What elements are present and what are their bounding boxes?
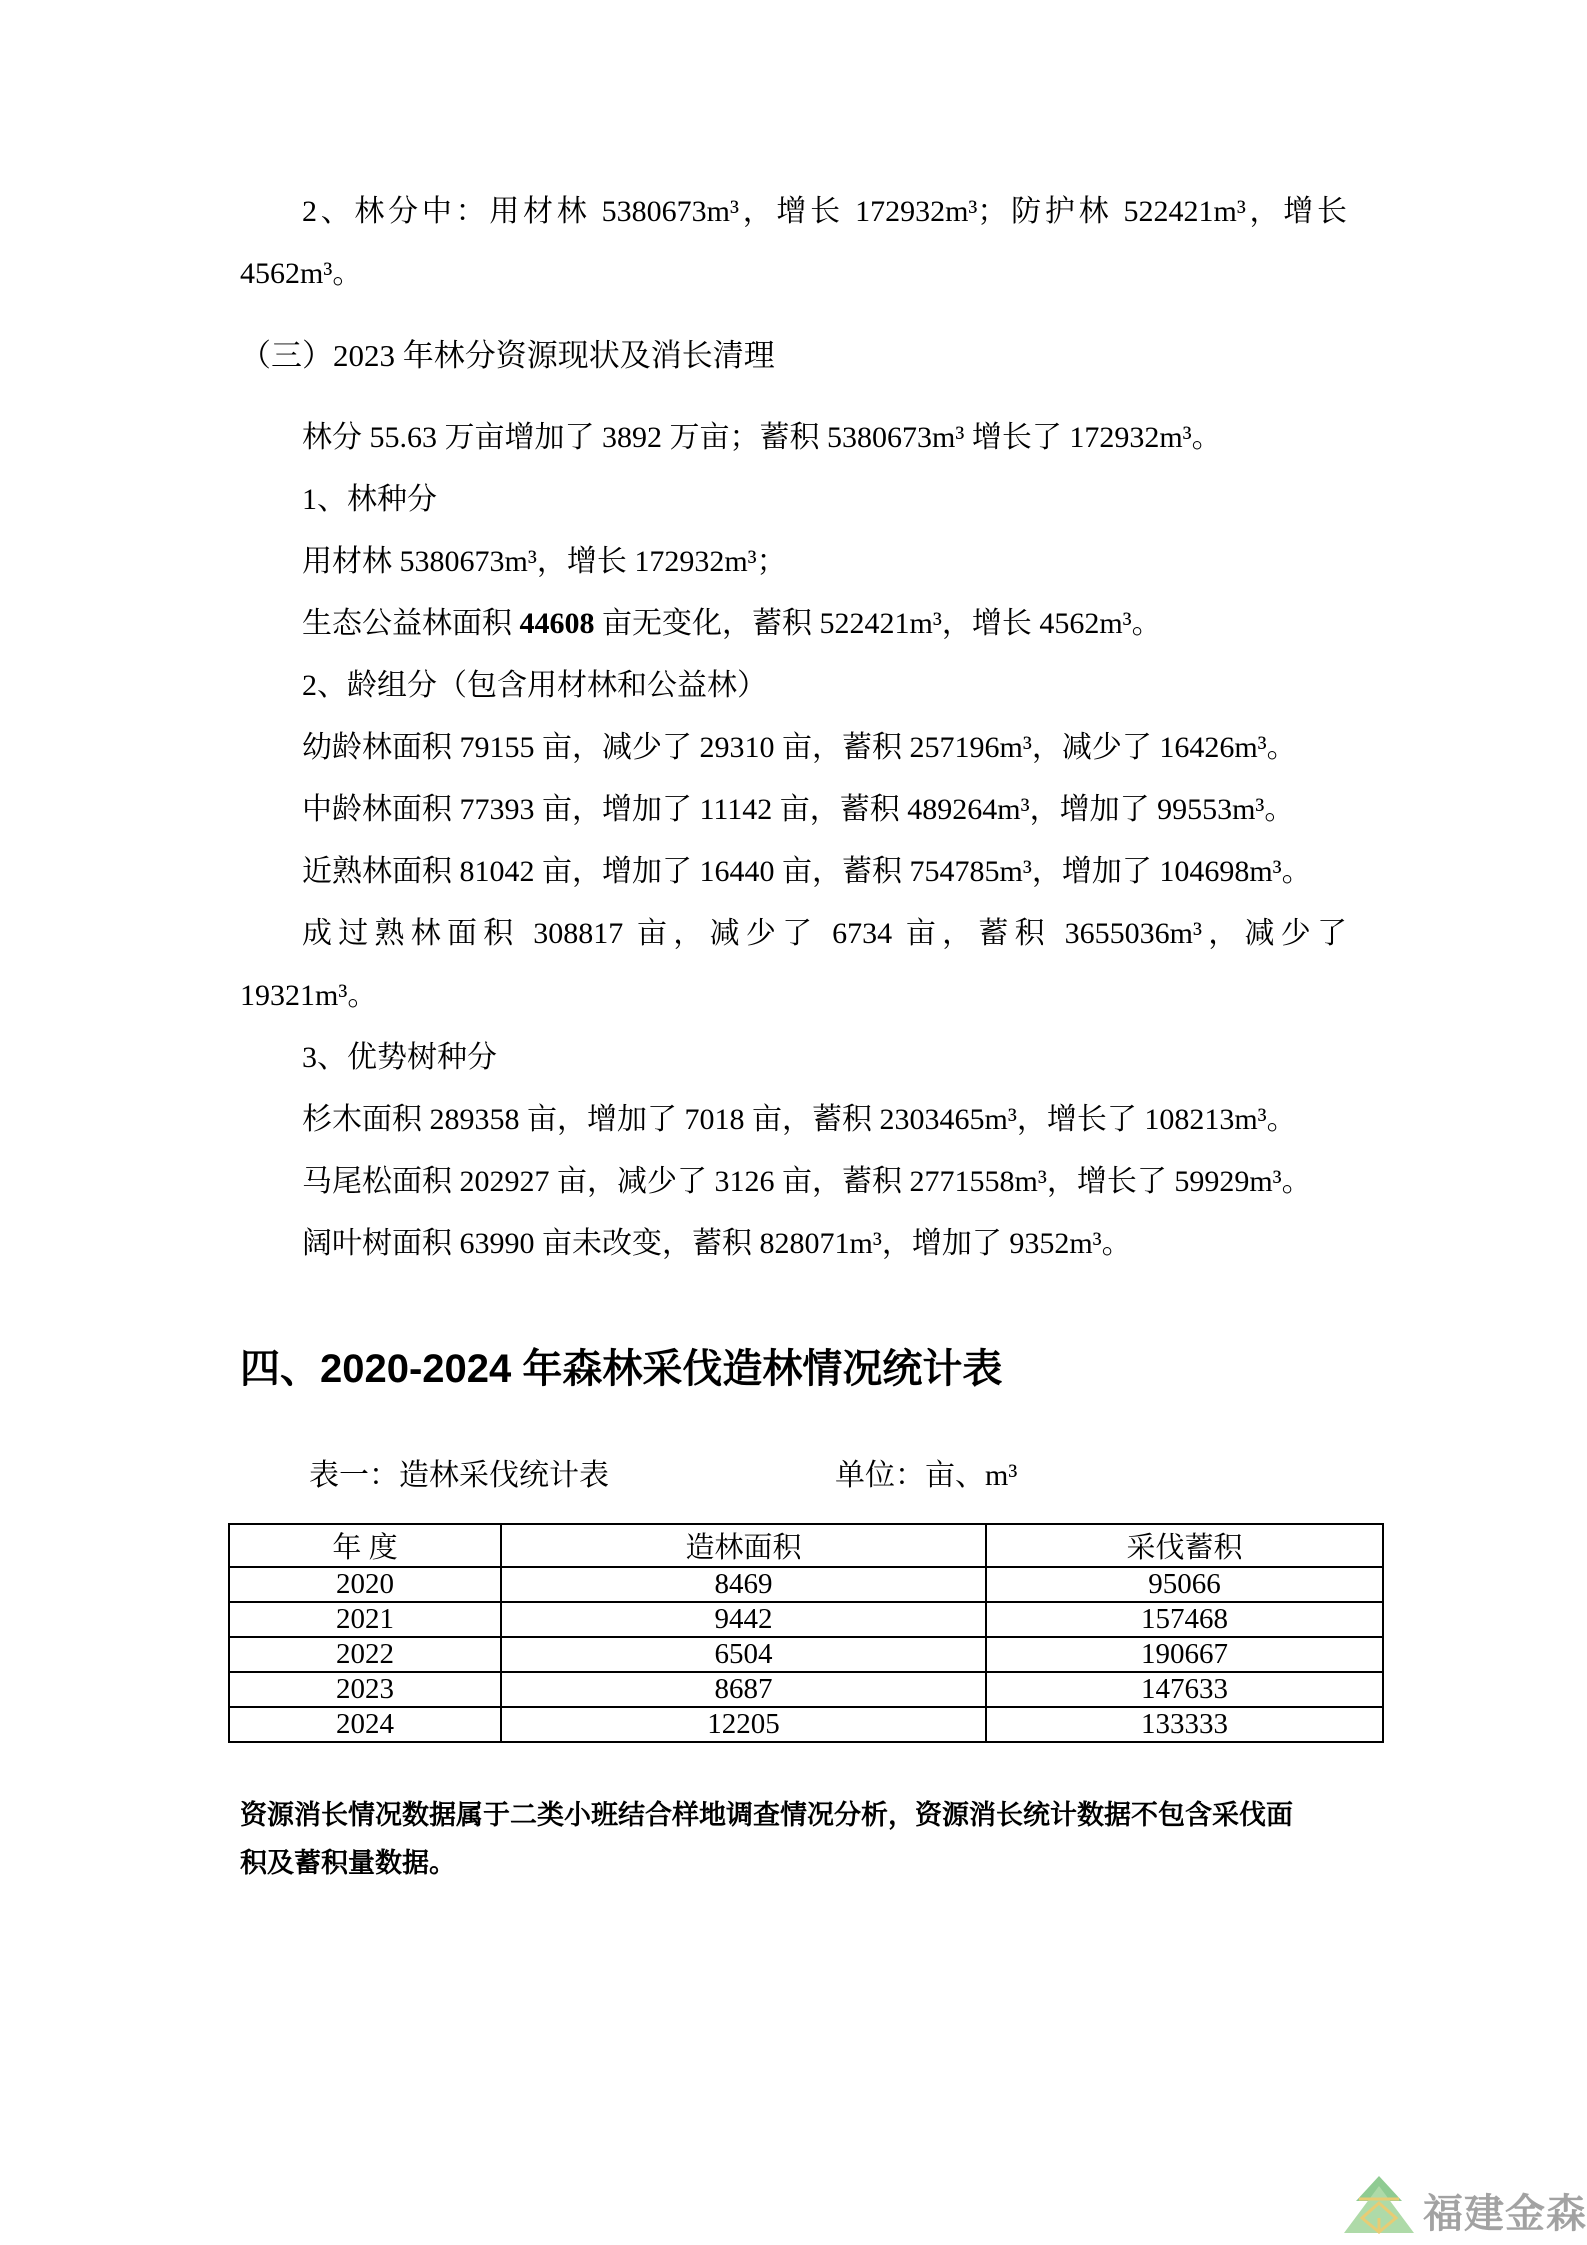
table-cell: 2020 [229, 1567, 501, 1602]
table-caption [240, 1455, 1347, 1497]
body-line: 2、林分中：用材林 5380673m³，增长 172932m³；防护林 522421m³，增长 [302, 195, 1347, 228]
table-cell: 95066 [986, 1567, 1383, 1602]
table-cell: 133333 [986, 1707, 1383, 1742]
table-cell: 2024 [229, 1707, 501, 1742]
table-caption-unit: 单位：亩、m³ [835, 1459, 1018, 1492]
table-row [229, 1707, 1383, 1742]
stats-table-header-row [229, 1524, 1383, 1567]
table-cell: 2023 [229, 1672, 501, 1707]
body-line: 中龄林面积 77393 亩，增加了 11142 亩，蓄积 489264m³，增加了 99553m³。 [302, 793, 1295, 826]
document-content [240, 0, 1347, 1887]
body-line: 成过熟林面积 308817 亩，减少了 6734 亩，蓄积 3655036m³，减少了 [302, 917, 1347, 950]
body-line: 2、龄组分（包含用材林和公益林） [302, 669, 767, 702]
footnote-line: 资源消长情况数据属于二类小班结合样地调查情况分析，资源消长统计数据不包含采伐面 [240, 1800, 1293, 1830]
table-cell: 157468 [986, 1602, 1383, 1637]
body-line: 马尾松面积 202927 亩，减少了 3126 亩，蓄积 2771558m³，增长了 59929m³。 [302, 1165, 1312, 1198]
body-line [240, 593, 1347, 655]
table-cell: 8687 [501, 1672, 986, 1707]
body-line: 阔叶树面积 63990 亩未改变，蓄积 828071m³，增加了 9352m³。 [302, 1227, 1132, 1260]
table-cell: 2021 [229, 1602, 501, 1637]
table-cell: 147633 [986, 1672, 1383, 1707]
table-cell: 190667 [986, 1637, 1383, 1672]
company-logo [1343, 2176, 1587, 2234]
body-line: 杉木面积 289358 亩，增加了 7018 亩，蓄积 2303465m³，增长了 108213m³。 [302, 1103, 1297, 1136]
table-cell: 2022 [229, 1637, 501, 1672]
body-line: 1、林种分 [302, 483, 437, 516]
table-row [229, 1567, 1383, 1602]
body-line: 4562m³。 [240, 257, 363, 290]
body-paragraphs [240, 181, 1347, 1275]
table-row [229, 1637, 1383, 1672]
table-cell: 12205 [501, 1707, 986, 1742]
body-line: 19321m³。 [240, 979, 378, 1012]
footnote-line: 积及蓄积量数据。 [240, 1848, 456, 1878]
company-logo-text: 福建金森 [1423, 2192, 1587, 2236]
table-header-cell: 年 度 [229, 1524, 501, 1567]
table-row [229, 1672, 1383, 1707]
stats-table [228, 1523, 1384, 1743]
pine-tree-icon [1343, 2176, 1415, 2234]
bold-value: 44608 [519, 607, 595, 640]
footnote [240, 1791, 1347, 1887]
body-line: 用材林 5380673m³，增长 172932m³； [302, 545, 787, 578]
table-header-cell: 采伐蓄积 [986, 1524, 1383, 1567]
table-header-cell: 造林面积 [501, 1524, 986, 1567]
body-line: 林分 55.63 万亩增加了 3892 万亩；蓄积 5380673m³ 增长了 172932m³。 [302, 421, 1222, 454]
table-cell: 9442 [501, 1602, 986, 1637]
table-row [229, 1602, 1383, 1637]
body-text-segment: 生态公益林面积 [302, 607, 520, 640]
table-cell: 8469 [501, 1567, 986, 1602]
table-caption-title: 表一：造林采伐统计表 [309, 1459, 609, 1492]
section-heading: 四、2020-2024 年森林采伐造林情况统计表 [240, 1347, 1003, 1391]
body-line: 近熟林面积 81042 亩，增加了 16440 亩，蓄积 754785m³，增加了 104698m³。 [302, 855, 1312, 888]
body-line: 3、优势树种分 [302, 1041, 497, 1074]
body-line: 幼龄林面积 79155 亩，减少了 29310 亩，蓄积 257196m³，减少了 16426m³。 [302, 731, 1297, 764]
sub-section-heading: （三）2023 年林分资源现状及消长清理 [240, 338, 775, 373]
body-text-segment: 亩无变化，蓄积 522421m³，增长 4562m³。 [594, 607, 1162, 640]
table-cell: 6504 [501, 1637, 986, 1672]
